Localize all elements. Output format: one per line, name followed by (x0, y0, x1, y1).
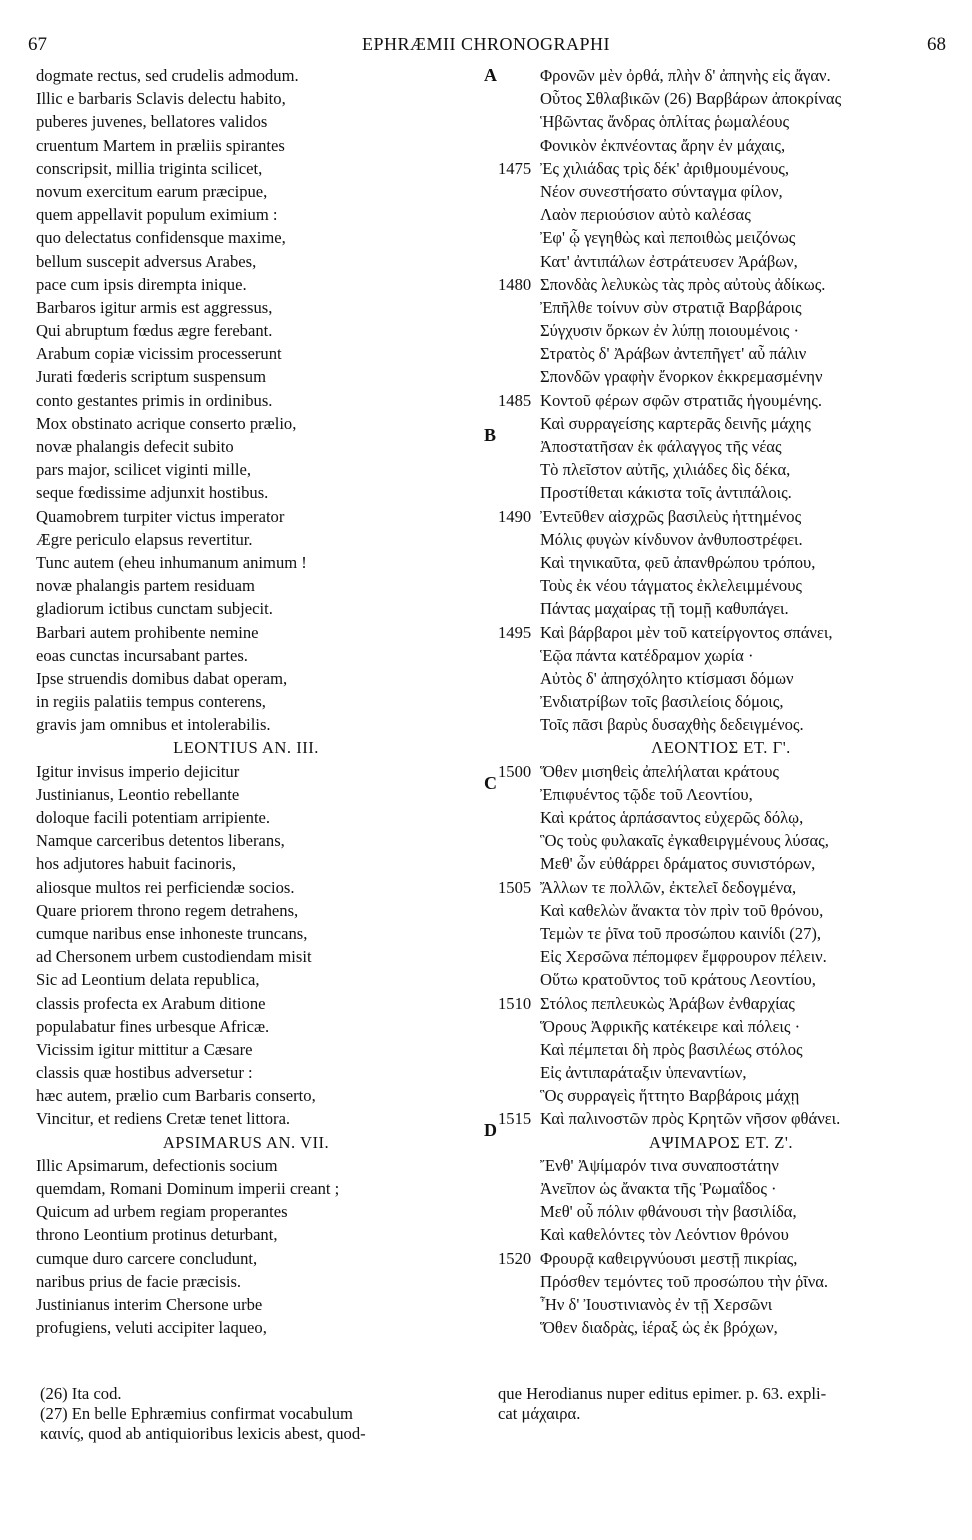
greek-verse-text: Ἡβῶντας ἄνδρας ὁπλίτας ῥωμαλέους (540, 112, 790, 132)
greek-verse-text: Ἐνδιατρίβων τοῖς βασιλείοις δόμοις, (540, 692, 784, 712)
running-title: EPHRÆMII CHRONOGRAPHI (361, 34, 611, 54)
footnote-line: (26) Ita cod. (40, 1384, 122, 1403)
latin-line: cruentum Martem in præliis spirantes (36, 135, 285, 155)
greek-line (486, 876, 956, 899)
greek-verse-text: Ἄλλων τε πολλῶν, ἐκτελεῖ δεδογμένα, (540, 877, 797, 897)
greek-line (486, 1038, 956, 1061)
verse-number: 1490 (498, 506, 532, 526)
greek-verse-text: Φονικὸν ἐκπνέοντας ἄρην ἐν μάχαις, (540, 135, 786, 155)
latin-line: Arabum copiæ vicissim processerunt (36, 344, 282, 364)
greek-verse-text: Φρονῶν μὲν ὀρθά, πλὴν δ' ἀπηνὴς εἰς ἄγαν. (540, 66, 831, 85)
latin-line: puberes juvenes, bellatores validos (36, 112, 268, 132)
latin-line: Justinianus interim Chersone urbe (36, 1294, 263, 1314)
greek-line (486, 250, 956, 273)
page-number-left: 67 (28, 34, 47, 55)
greek-verse-text: Ὅθεν διαδρὰς, ἱέραξ ὡς ἐκ βρόχων, (540, 1318, 778, 1338)
latin-line: gravis jam omnibus et intolerabilis. (36, 715, 271, 735)
greek-line (486, 829, 956, 852)
greek-verse-text: Ὅθεν μισηθεὶς ἀπελήλαται κράτους (540, 761, 779, 781)
verse-number: 1515 (498, 1109, 532, 1129)
verse-number: 1520 (498, 1248, 532, 1268)
latin-line: novum exercitum earum præcipue, (36, 181, 268, 201)
latin-line: populabatur fines urbesque Africæ. (36, 1016, 270, 1036)
verse-number: 1495 (498, 622, 532, 642)
greek-line (486, 806, 956, 829)
latin-column (36, 64, 456, 1339)
latin-line: quemdam, Romani Dominum imperii creant ; (36, 1179, 340, 1198)
margin-section-letter: A (484, 65, 497, 85)
latin-line: Quamobrem turpiter victus imperator (36, 506, 285, 526)
greek-verse-text: Τὸ πλεῖστον αὐτῆς, χιλιάδες δὶς δέκα, (540, 460, 791, 480)
margin-section-letter: C (484, 772, 497, 793)
greek-line (486, 1200, 956, 1223)
latin-line: Qui abruptum fœdus ægre ferebant. (36, 321, 273, 341)
greek-verse-text: Ὃς τοὺς φυλακαῖς ἐγκαθειργμένους λύσας, (540, 831, 829, 851)
greek-verse-text: ΛΕΟΝΤΙΟΣ ΕΤ. Γ'. (651, 738, 791, 758)
latin-line: dogmate rectus, sed crudelis admodum. (36, 66, 299, 85)
greek-verse-text: Πάντας μαχαίρας τῇ τομῇ καθυπάγει. (540, 599, 789, 619)
section-heading-latin: LEONTIUS AN. III. (173, 738, 319, 758)
greek-verse-text: Τεμὼν τε ῥῖνα τοῦ προσώπου καινίδι (27), (540, 923, 822, 943)
latin-line: Namque carceribus detentos liberans, (36, 831, 285, 851)
latin-line: classis profecta ex Arabum ditione (36, 993, 266, 1013)
latin-line: gladiorum ictibus cunctam subjecit. (36, 599, 273, 619)
footnotes-right (498, 1384, 938, 1424)
greek-line (486, 574, 956, 597)
greek-verse-text: Εἰς Χερσῶνα πέπομφεν ἔμφρουρον πέλειν. (540, 947, 827, 967)
greek-line (486, 226, 956, 249)
greek-line (486, 551, 956, 574)
latin-line: Ægre periculo elapsus revertitur. (36, 529, 253, 549)
greek-verse-text: Σπονδῶν γραφὴν ἔνορκον ἐκκρεμασμένην (540, 367, 823, 387)
greek-verse-text: Ἐπιφυέντος τῷδε τοῦ Λεοντίου, (540, 784, 753, 804)
greek-line (486, 157, 956, 180)
greek-line (486, 64, 956, 87)
greek-line (486, 528, 956, 551)
latin-line: throno Leontium protinus deturbant, (36, 1225, 278, 1245)
greek-verse-text: Ἐφ' ᾧ γεγηθὼς καὶ πεποιθὼς μειζόνως (540, 228, 796, 248)
latin-line: novæ phalangis defecit subito (36, 437, 234, 456)
greek-line (486, 852, 956, 875)
latin-line: Vicissim igitur mittitur a Cæsare (36, 1039, 253, 1059)
latin-line: cumque naribus ense inhoneste truncans, (36, 923, 308, 943)
greek-verse-text: Μεθ' οὗ πόλιν φθάνουσι τὴν βασιλίδα, (540, 1202, 797, 1222)
latin-line: eoas cunctas incursabant partes. (36, 645, 248, 665)
greek-verse-text: Στόλος πεπλευκὼς Ἀράβων ἐνθαρχίας (540, 993, 795, 1013)
greek-verse-text: Καὶ παλινοστῶν πρὸς Κρητῶν νῆσον φθάνει. (540, 1109, 841, 1129)
latin-line: pars major, scilicet viginti mille, (36, 460, 252, 480)
greek-line (486, 690, 956, 713)
latin-line: Jurati fœderis scriptum suspensum (36, 367, 266, 387)
greek-verse-text: Αὐτὸς δ' ἀπησχόλητο κτίσμασι δόμων (540, 668, 794, 688)
greek-verse-text: Λαὸν περιούσιον αὐτὸ καλέσας (540, 205, 751, 225)
greek-line (486, 1270, 956, 1293)
greek-line (486, 435, 956, 458)
greek-line (486, 134, 956, 157)
greek-line (486, 389, 956, 412)
latin-line: hæc autem, prælio cum Barbaris conserto, (36, 1086, 316, 1106)
greek-line (486, 110, 956, 133)
greek-verse-text: Ἑῷα πάντα κατέδραμον χωρία · (540, 645, 754, 665)
greek-verse-text: Καὶ κράτος ἁρπάσαντος εὐχερῶς δόλῳ, (540, 808, 804, 827)
latin-line: Quare priorem throno regem detrahens, (36, 900, 299, 920)
margin-section-letter: D (484, 1120, 497, 1141)
latin-line: pace cum ipsis dirempta inique. (36, 274, 247, 294)
latin-line: conscripsit, millia triginta scilicet, (36, 158, 263, 178)
greek-verse-text: Φρουρᾷ καθειργνύουσι μεστῇ πικρίας, (540, 1248, 798, 1268)
greek-line (486, 296, 956, 319)
greek-line (486, 273, 956, 296)
verse-number: 1485 (498, 390, 532, 410)
greek-line (486, 203, 956, 226)
greek-line (486, 621, 956, 644)
footnote-line: cat μάχαιρα. (498, 1404, 581, 1423)
greek-verse-text: Καὶ πέμπεται δὴ πρὸς βασιλέως στόλος (540, 1039, 803, 1059)
greek-line (486, 458, 956, 481)
greek-verse-text: Μόλις φυγὼν κίνδυνον ἀνθυποστρέφει. (540, 529, 803, 549)
latin-line: Justinianus, Leontio rebellante (36, 784, 240, 804)
greek-line (486, 597, 956, 620)
greek-verse-text: Κοντοῦ φέρων σφῶν στρατιᾶς ἡγουμένης. (540, 390, 823, 410)
verse-number: 1500 (498, 761, 532, 781)
latin-line: Illic Apsimarum, defectionis socium (36, 1155, 278, 1175)
greek-verse-text: Στρατὸς δ' Ἀράβων ἀντεπῆγετ' αὖ πάλιν (540, 344, 807, 364)
latin-line: conto gestantes primis in ordinibus. (36, 390, 273, 410)
greek-line (486, 945, 956, 968)
latin-line: ad Chersonem urbem custodiendam misit (36, 947, 312, 967)
latin-line: Ipse struendis domibus dabat operam, (36, 668, 288, 688)
greek-verse-text: Μεθ' ὧν εὐθάρρει δράματος συνιστόρων, (540, 854, 816, 874)
greek-verse-text: Τοῖς πᾶσι βαρὺς δυσαχθὴς δεδειγμένος. (540, 715, 804, 735)
greek-verse-text: Σπονδὰς λελυκὼς τὰς πρὸς αὐτοὺς ἀδίκως. (540, 274, 826, 294)
greek-verse-text: Κατ' ἀντιπάλων ἐστράτευσεν Ἀράβων, (540, 251, 798, 271)
page-number-right: 68 (927, 34, 946, 55)
latin-line: hos adjutores habuit facinoris, (36, 854, 237, 874)
page-header (0, 34, 972, 60)
greek-verse-text: Τοὺς ἐκ νέου τάγματος ἐκλελειμμένους (540, 576, 802, 596)
latin-line: Mox obstinato acrique conserto prælio, (36, 413, 297, 433)
greek-line (486, 644, 956, 667)
greek-verse-text: Οὕτω κρατοῦντος τοῦ κράτους Λεοντίου, (540, 970, 816, 990)
latin-line: Sic ad Leontium delata republica, (36, 970, 260, 990)
verse-number: 1510 (498, 993, 532, 1013)
section-heading-greek (486, 736, 956, 759)
greek-line (484, 412, 956, 445)
greek-line (486, 1293, 956, 1316)
latin-line: classis quæ hostibus adversetur : (36, 1063, 253, 1083)
greek-verse-text: Ὅρους Ἀφρικῆς κατέκειρε καὶ πόλεις · (540, 1016, 801, 1036)
greek-line (486, 1316, 956, 1339)
greek-verse-text: Πρόσθεν τεμόντες τοῦ προσώπου τὴν ῥῖνα. (540, 1271, 829, 1291)
latin-line: doloque facili potentiam arripiente. (36, 808, 271, 827)
latin-line: naribus prius de facie præcisis. (36, 1271, 242, 1291)
greek-line (486, 180, 956, 203)
greek-column (486, 64, 956, 1339)
latin-line: seque fœdissime adjunxit hostibus. (36, 483, 269, 503)
greek-verse-text: Καὶ καθελόντες τὸν Λεόντιον θρόνου (540, 1225, 789, 1245)
greek-line (486, 968, 956, 991)
latin-line: cumque duro carcere concludunt, (36, 1248, 258, 1268)
latin-line: aliosque multos rei perficiendæ socios. (36, 877, 295, 897)
greek-line (486, 922, 956, 945)
verse-number: 1480 (498, 274, 532, 294)
latin-line: Igitur invisus imperio dejicitur (36, 761, 240, 781)
greek-line (486, 87, 956, 110)
latin-line: Tunc autem (eheu inhumanum animum ! (36, 552, 307, 572)
latin-line: bellum suscepit adversus Arabes, (36, 251, 257, 271)
greek-line (486, 1223, 956, 1246)
greek-verse-text: Καὶ καθελὼν ἄνακτα τὸν πρὶν τοῦ θρόνου, (540, 900, 824, 920)
greek-line (486, 899, 956, 922)
greek-line (486, 505, 956, 528)
greek-verse-text: Προστίθεται κάκιστα τοῖς ἀντιπάλοις. (540, 483, 792, 503)
greek-line (486, 342, 956, 365)
greek-verse-text: Καὶ συρραγείσης καρτερᾶς δεινῆς μάχης (540, 413, 811, 433)
greek-line (486, 365, 956, 388)
latin-line: quo delectatus confidensque maxime, (36, 228, 286, 248)
greek-line (486, 481, 956, 504)
greek-verse-text: Ὃς συρραγεὶς ἥττητο Βαρβάροις μάχῃ (540, 1086, 800, 1106)
footnotes-left (40, 1384, 480, 1444)
latin-line: profugiens, veluti accipiter laqueo, (36, 1318, 267, 1338)
greek-line (486, 1015, 956, 1038)
footnote-line: (27) En belle Ephræmius confirmat vocabulum (40, 1404, 353, 1423)
greek-line (486, 667, 956, 690)
greek-line (486, 1084, 956, 1107)
greek-line (486, 319, 956, 342)
greek-line (486, 1154, 956, 1177)
latin-line: Vincitur, et rediens Cretæ tenet littora. (36, 1109, 291, 1129)
latin-line: quem appellavit populum eximium : (36, 205, 278, 225)
greek-verse-text: Οὗτος Σθλαβικῶν (26) Βαρβάρων ἀποκρίνας (540, 89, 842, 109)
verse-number: 1475 (498, 158, 532, 178)
margin-section-letter: B (484, 424, 497, 445)
greek-line (484, 760, 956, 793)
greek-verse-text: Εἰς ἀντιπαράταξιν ὑπεναντίων, (540, 1063, 747, 1083)
greek-verse-text: Ἐντεῦθεν αἰσχρῶς βασιλεὺς ἡττημένος (540, 506, 802, 526)
greek-verse-text: ΑΨΙΜΑΡΟΣ ΕΤ. Ζ'. (648, 1132, 794, 1152)
latin-line: novæ phalangis partem residuam (36, 576, 255, 596)
greek-verse-text: Ἀνεῖπον ὡς ἄνακτα τῆς Ῥωμαΐδος · (540, 1179, 777, 1198)
greek-line (486, 1247, 956, 1270)
greek-line (486, 713, 956, 736)
section-heading-latin: APSIMARUS AN. VII. (162, 1132, 330, 1152)
footnote-line: καινίς, quod ab antiquioribus lexicis abest, quod- (40, 1424, 366, 1443)
greek-verse-text: Ἔνθ' Ἀψίμαρόν τινα συναποστάτην (540, 1155, 779, 1175)
latin-line: in regiis palatiis tempus conterens, (36, 692, 266, 712)
footnote-line: que Herodianus nuper editus epimer. p. 63. expli- (498, 1384, 827, 1403)
greek-verse-text: Ἦν δ' Ἰουστινιανὸς ἐν τῇ Χερσῶνι (540, 1294, 773, 1314)
latin-line: Barbari autem prohibente nemine (36, 622, 259, 642)
greek-line (484, 1107, 956, 1141)
greek-verse-text: Ἀποστατῆσαν ἐκ φάλαγγος τῆς νέας (540, 437, 782, 456)
greek-verse-text: Νέον συνεστήσατο σύνταγμα φίλον, (540, 181, 783, 201)
greek-verse-text: Σύγχυσιν ὅρκων ἐν λύπῃ ποιουμένοις · (540, 321, 800, 341)
greek-line (486, 783, 956, 806)
greek-verse-text: Ἐς χιλιάδας τρὶς δέκ' ἀριθμουμένους, (540, 158, 790, 178)
greek-line (486, 992, 956, 1015)
latin-line: Quicum ad urbem regiam properantes (36, 1202, 288, 1222)
greek-verse-text: Καὶ βάρβαροι μὲν τοῦ κατείργοντος σπάνει, (540, 622, 833, 642)
latin-line: Barbaros igitur armis est aggressus, (36, 297, 273, 317)
section-heading-greek (486, 1131, 956, 1154)
verse-number: 1505 (498, 877, 532, 897)
greek-line (486, 1177, 956, 1200)
latin-line: Illic e barbaris Sclavis delectu habito, (36, 89, 286, 109)
greek-verse-text: Ἐπῆλθε τοίνυν σὺν στρατιᾷ Βαρβάροις (540, 297, 802, 317)
greek-verse-text: Καὶ τηνικαῦτα, φεῦ ἀπανθρώπου τρόπου, (540, 552, 816, 572)
greek-line (486, 1061, 956, 1084)
